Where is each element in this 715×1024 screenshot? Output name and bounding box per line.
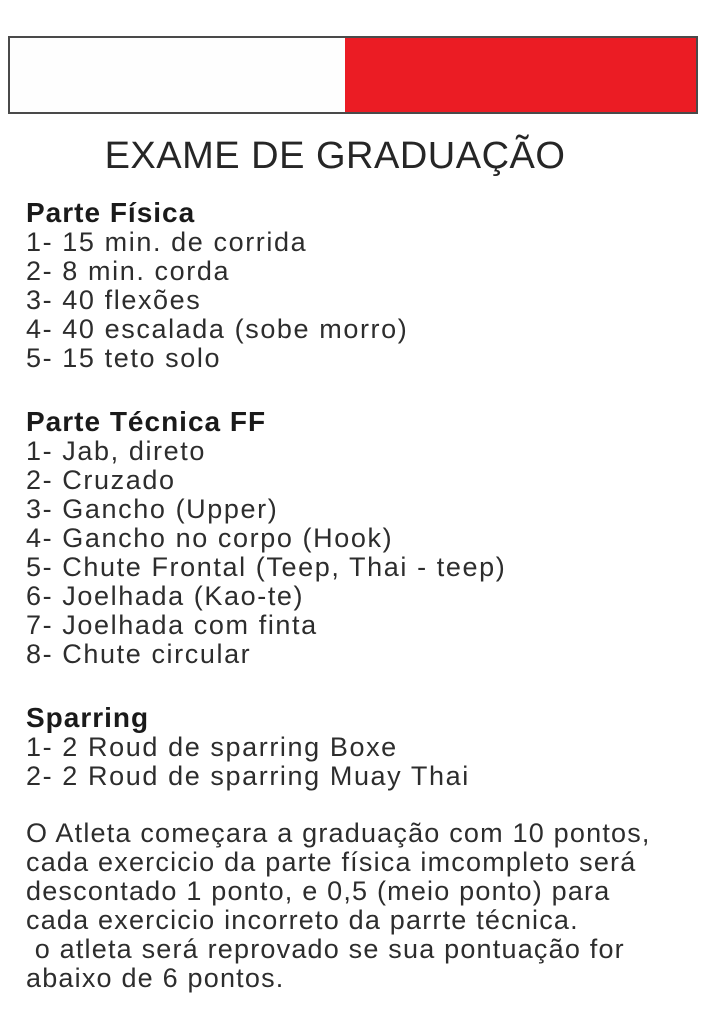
list-item: 5- 15 teto solo [26, 343, 222, 373]
paragraph-line: O Atleta começara a graduação com 10 pontos, [26, 818, 651, 848]
document-content [26, 198, 715, 993]
list-item: 4- 40 escalada (sobe morro) [26, 314, 409, 344]
scoring-note [26, 819, 715, 993]
list-item: 7- Joelhada com finta [26, 610, 318, 640]
list-item: 8- Chute circular [26, 639, 252, 669]
section-heading: Parte Técnica FF [26, 406, 267, 437]
list-item: 2- 2 Roud de sparring Muay Thai [26, 761, 470, 791]
list-item: 1- 15 min. de corrida [26, 227, 308, 257]
banner-white-half [10, 38, 345, 112]
list-item: 3- Gancho (Upper) [26, 494, 279, 524]
section-sparring [26, 703, 715, 791]
belt-banner [8, 36, 698, 114]
section-heading: Parte Física [26, 197, 196, 228]
section-heading: Sparring [26, 702, 150, 733]
list-item: 2- 8 min. corda [26, 256, 231, 286]
paragraph-line: abaixo de 6 pontos. [26, 963, 285, 993]
paragraph-line: o atleta será reprovado se sua pontuação for [26, 934, 625, 964]
banner-red-half [345, 38, 696, 112]
paragraph-line: cada exercicio incorreto da parrte técnica. [26, 905, 579, 935]
list-item: 2- Cruzado [26, 465, 176, 495]
paragraph-line: descontado 1 ponto, e 0,5 (meio ponto) para [26, 876, 611, 906]
section-parte-tecnica [26, 407, 715, 669]
paragraph-line: cada exercicio da parte física imcompleto será [26, 847, 637, 877]
list-item: 6- Joelhada (Kao-te) [26, 581, 305, 611]
list-item: 1- Jab, direto [26, 436, 206, 466]
list-item: 1- 2 Roud de sparring Boxe [26, 732, 398, 762]
list-item: 5- Chute Frontal (Teep, Thai - teep) [26, 552, 507, 582]
section-parte-fisica [26, 198, 715, 373]
list-item: 3- 40 flexões [26, 285, 202, 315]
page-title: EXAME DE GRADUAÇÃO [104, 135, 566, 177]
list-item: 4- Gancho no corpo (Hook) [26, 523, 394, 553]
